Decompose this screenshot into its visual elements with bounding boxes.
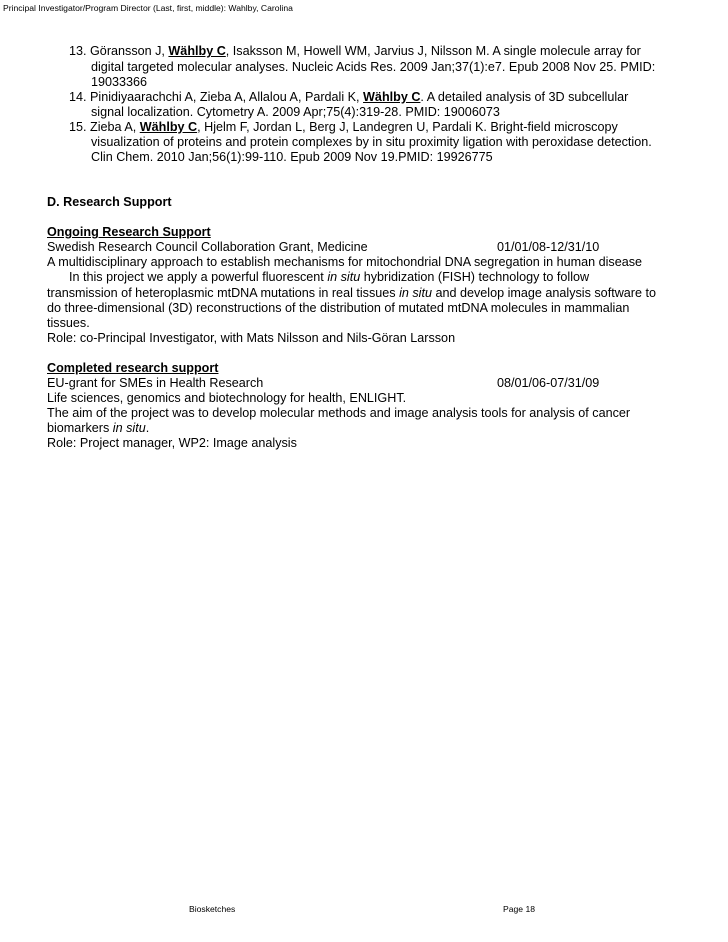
desc-italic: in situ [399,286,432,300]
section-title: D. Research Support [47,195,172,209]
ongoing-role: Role: co-Principal Investigator, with Mats Nilsson and Nils-Göran Larsson [47,331,456,345]
ongoing-desc-line-2 [47,286,656,301]
reference-text: . A detailed analysis of 3D subcellular [420,90,629,104]
reference-13-line-3: 19033366 [91,75,148,89]
ongoing-grant-name: Swedish Research Council Collaboration Grant, Medicine [47,240,368,254]
reference-number: 13. [69,44,87,58]
reference-13-line-1 [69,44,641,59]
completed-project-title: Life sciences, genomics and biotechnology for health, ENLIGHT. [47,391,407,405]
reference-number: 15. [69,120,87,134]
completed-grant-name: EU-grant for SMEs in Health Research [47,376,264,390]
completed-desc-line-1: The aim of the project was to develop molecular methods and image analysis tools for analysis of cancer [47,406,631,420]
ongoing-desc-line-4: tissues. [47,316,90,330]
desc-text: and develop image analysis software to [431,286,656,300]
desc-italic: in situ [327,270,361,284]
desc-text: biomarkers [47,421,113,435]
reference-text: , Hjelm F, Jordan L, Berg J, Landegren U, Pardali K. Bright-field microscopy [197,120,618,134]
reference-text: Göransson J, [90,44,169,58]
desc-italic: in situ [112,421,146,435]
author-name: Wählby C [139,120,198,134]
reference-text: Pinidiyaarachchi A, Zieba A, Allalou A, Pardali K, [90,90,364,104]
completed-desc-line-2 [47,421,149,436]
completed-support-heading: Completed research support [47,361,219,375]
desc-text: transmission of heteroplasmic mtDNA mutations in real tissues [47,286,400,300]
reference-text: , Isaksson M, Howell WM, Jarvius J, Nilsson M. A single molecule array for [225,44,641,58]
author-name: Wählby C [363,90,421,104]
reference-15-line-3: Clin Chem. 2010 Jan;56(1):99-110. Epub 2009 Nov 19.PMID: 19926775 [91,150,493,164]
reference-number: 14. [69,90,87,104]
ongoing-grant-dates: 01/01/08-12/31/10 [497,240,600,254]
reference-13-line-2: digital targeted molecular analyses. Nucleic Acids Res. 2009 Jan;37(1):e7. Epub 2008 Nov 25. PMID: [91,60,656,74]
ongoing-desc-line-3: do three-dimensional (3D) reconstructions of the distribution of mutated mtDNA molecules in mammalian [47,301,630,315]
desc-text: hybridization (FISH) technology to follow [360,270,590,284]
reference-text: Zieba A, [90,120,140,134]
reference-15-line-1 [69,120,618,135]
desc-text: . [145,421,150,435]
desc-text: In this project we apply a powerful fluorescent [69,270,328,284]
running-header: Principal Investigator/Program Director (Last, first, middle): Wahlby, Carolina [3,3,293,13]
ongoing-project-title: A multidisciplinary approach to establish mechanisms for mitochondrial DNA segregation in human disease [47,255,643,269]
reference-14-line-2: signal localization. Cytometry A. 2009 Apr;75(4):319-28. PMID: 19006073 [91,105,500,119]
reference-14-line-1 [69,90,628,105]
completed-role: Role: Project manager, WP2: Image analysis [47,436,297,450]
page-number: Page 18 [503,904,536,914]
author-name: Wählby C [168,44,226,58]
footer-label: Biosketches [189,904,236,914]
ongoing-desc-line-1 [69,270,589,285]
ongoing-support-heading: Ongoing Research Support [47,225,211,239]
reference-15-line-2: visualization of proteins and protein complexes by in situ proximity ligation with peroxidase detection. [91,135,652,149]
completed-grant-dates: 08/01/06-07/31/09 [497,376,600,390]
